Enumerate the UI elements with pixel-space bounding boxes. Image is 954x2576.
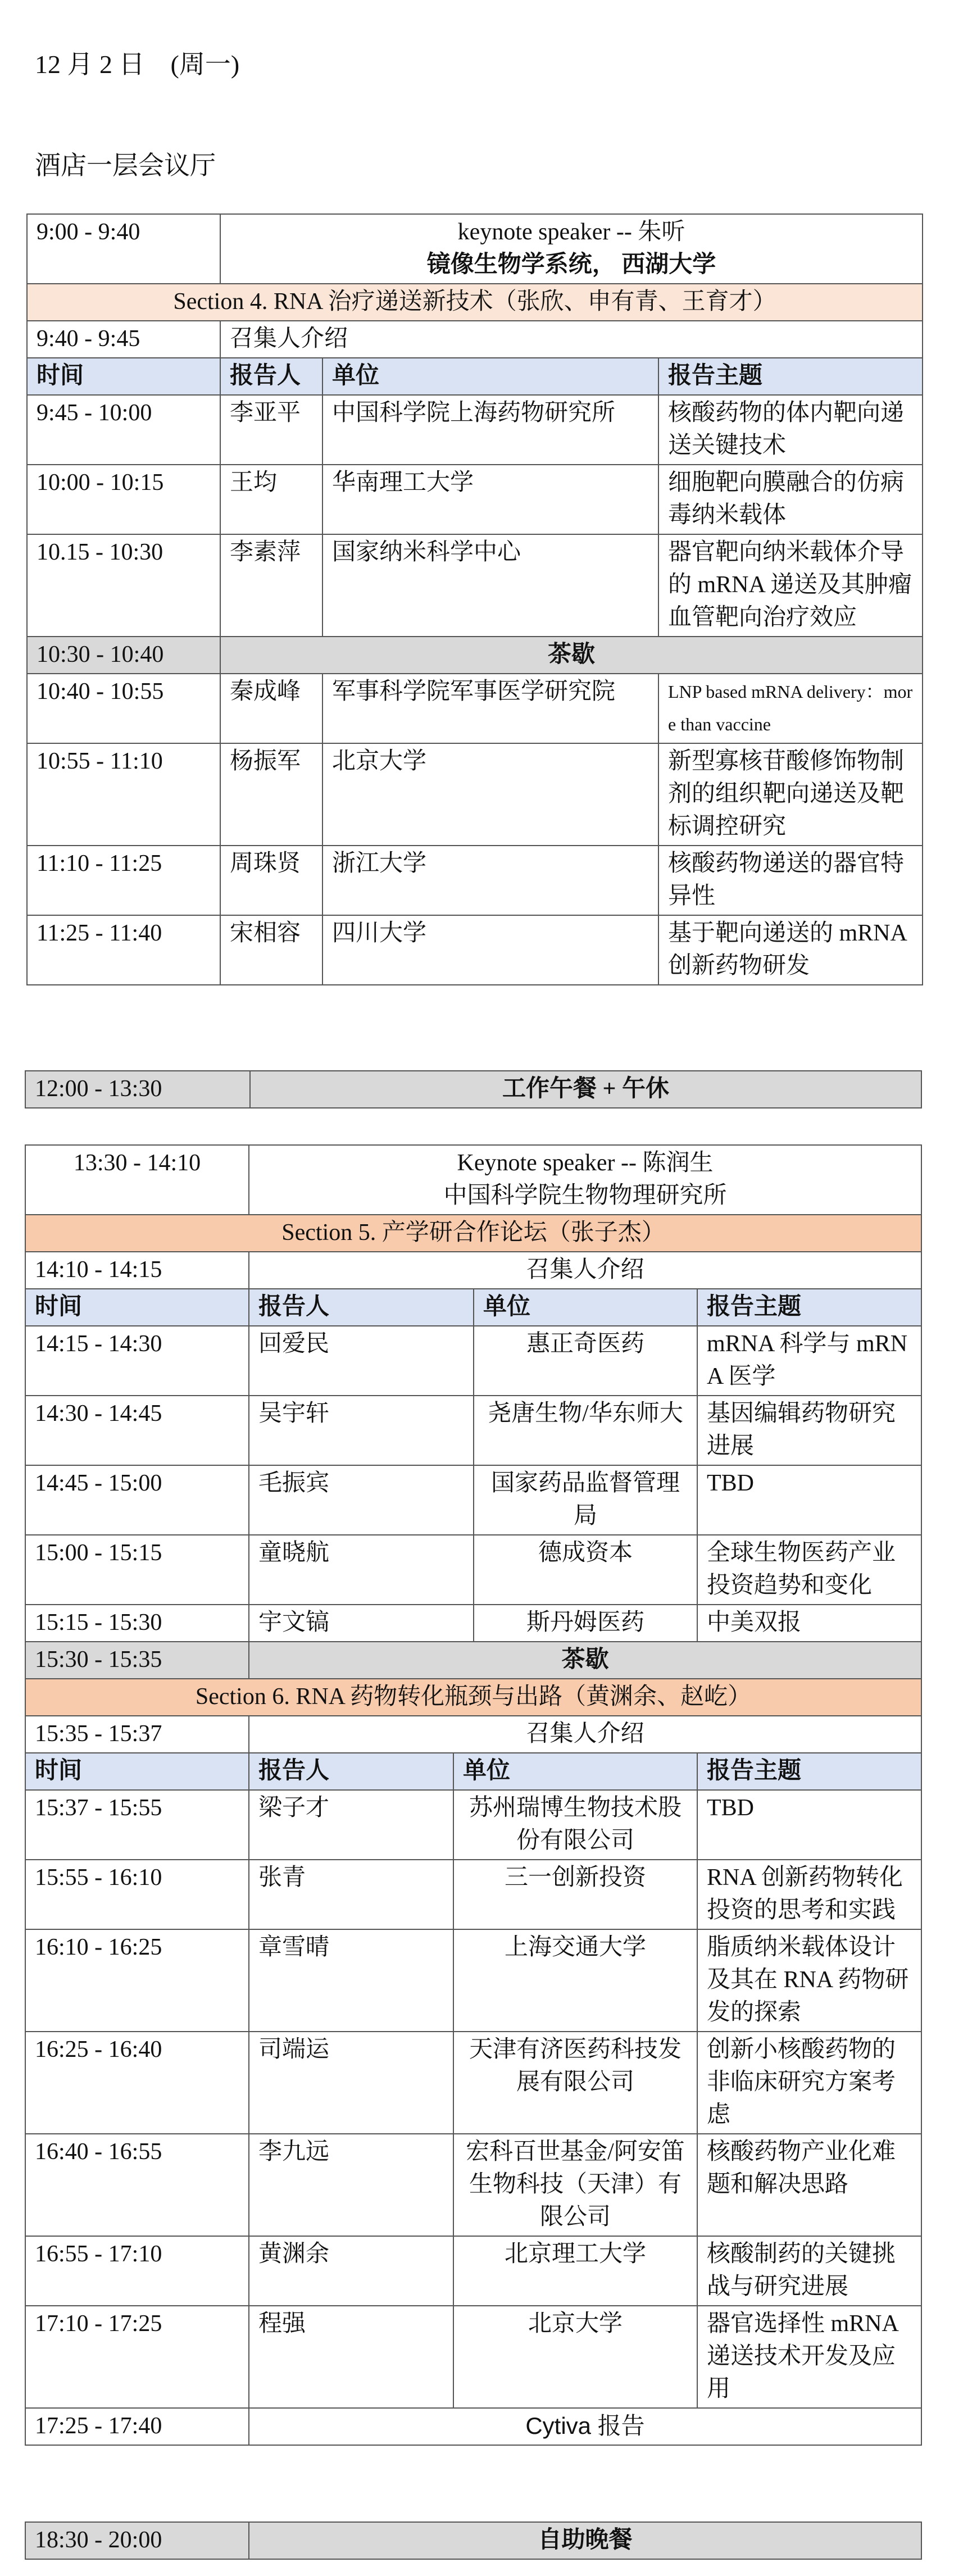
topic-cell: 基因编辑药物研究进展 [697, 1396, 921, 1465]
header-unit: 单位 [453, 1753, 697, 1790]
time-cell: 15:30 - 15:35 [25, 1642, 249, 1679]
convener-intro-row [27, 321, 923, 358]
time-cell: 16:40 - 16:55 [25, 2134, 249, 2236]
unit-cell: 浙江大学 [322, 846, 658, 915]
speaker-cell: 宇文镐 [249, 1605, 474, 1642]
cytiva-report-row [25, 2408, 921, 2445]
topic-cell: 核酸药物的体内靶向递送关键技术 [658, 395, 923, 465]
section-title-row [25, 1679, 921, 1716]
talk-row [27, 534, 923, 637]
speaker-cell: 李亚平 [220, 395, 322, 465]
unit-cell: 上海交通大学 [453, 1929, 697, 2032]
talk-row [25, 1535, 921, 1605]
speaker-cell: 宋相容 [220, 915, 322, 985]
time-cell: 9:40 - 9:45 [27, 321, 220, 358]
header-topic: 报告主题 [658, 358, 923, 395]
talk-row [25, 1326, 921, 1396]
speaker-cell: 梁子才 [249, 1790, 453, 1860]
unit-cell: 苏州瑞博生物技术股份有限公司 [453, 1790, 697, 1860]
time-cell: 15:00 - 15:15 [25, 1535, 249, 1605]
time-cell: 15:37 - 15:55 [25, 1790, 249, 1860]
column-header-row [25, 1289, 921, 1326]
topic-cell: 器官选择性 mRNA 递送技术开发及应用 [697, 2306, 921, 2408]
keynote-speaker: Keynote speaker -- 陈润生 [457, 1150, 714, 1176]
section-title-row [27, 284, 923, 321]
topic-cell: 全球生物医药产业投资趋势和变化 [697, 1535, 921, 1605]
dinner-label: 自助晚餐 [249, 2522, 921, 2559]
topic-cell: 新型寡核苷酸修饰物制剂的组织靶向递送及靶标调控研究 [658, 743, 923, 846]
time-cell: 14:30 - 14:45 [25, 1396, 249, 1465]
unit-cell: 华南理工大学 [322, 465, 658, 534]
section-title: Section 6. RNA 药物转化瓶颈与出路（黄渊余、赵屹） [25, 1679, 921, 1716]
speaker-cell: 张青 [249, 1860, 453, 1929]
talk-row [25, 1465, 921, 1535]
convener-intro-row [25, 1252, 921, 1289]
time-cell: 11:10 - 11:25 [27, 846, 220, 915]
unit-cell: 中国科学院上海药物研究所 [322, 395, 658, 465]
talk-row [27, 674, 923, 743]
topic-cell: TBD [697, 1465, 921, 1535]
time-cell: 15:55 - 16:10 [25, 1860, 249, 1929]
talk-row [25, 2236, 921, 2306]
unit-cell: 北京大学 [453, 2306, 697, 2408]
keynote-cell [220, 214, 923, 284]
lunch-table [25, 1070, 922, 1108]
column-header-row [27, 358, 923, 395]
convener-intro-label: 召集人介绍 [249, 1716, 921, 1753]
time-cell: 16:55 - 17:10 [25, 2236, 249, 2306]
unit-cell: 三一创新投资 [453, 1860, 697, 1929]
afternoon-section6-table [25, 1678, 922, 2446]
topic-cell: 核酸药物递送的器官特异性 [658, 846, 923, 915]
topic-cell: mRNA 科学与 mRNA 医学 [697, 1326, 921, 1396]
unit-cell: 军事科学院军事医学研究院 [322, 674, 658, 743]
time-cell: 14:15 - 14:30 [25, 1326, 249, 1396]
unit-cell: 北京大学 [322, 743, 658, 846]
talk-row [25, 1605, 921, 1642]
time-cell: 14:45 - 15:00 [25, 1465, 249, 1535]
header-topic: 报告主题 [697, 1753, 921, 1790]
keynote-row [27, 214, 923, 284]
dinner-row [25, 2522, 921, 2559]
unit-cell: 天津有济医药科技发展有限公司 [453, 2032, 697, 2134]
time-cell: 10:00 - 10:15 [27, 465, 220, 534]
time-cell: 10:40 - 10:55 [27, 674, 220, 743]
talk-row [27, 846, 923, 915]
tea-break-row [25, 1642, 921, 1679]
date-heading: 12 月 2 日 (周一) [35, 50, 240, 79]
keynote-affiliation: 中国科学院生物物理研究所 [443, 1183, 727, 1209]
speaker-cell: 章雪晴 [249, 1929, 453, 2032]
convener-intro-row [25, 1716, 921, 1753]
keynote-cell [249, 1145, 921, 1215]
header-speaker: 报告人 [249, 1753, 453, 1790]
time-cell: 11:25 - 11:40 [27, 915, 220, 985]
speaker-cell: 王均 [220, 465, 322, 534]
talk-row [27, 915, 923, 985]
column-header-row [25, 1753, 921, 1790]
tea-break-label: 茶歇 [249, 1642, 921, 1679]
time-cell: 10:30 - 10:40 [27, 637, 220, 674]
time-cell: 9:00 - 9:40 [27, 214, 220, 284]
unit-cell: 北京理工大学 [453, 2236, 697, 2306]
unit-cell: 宏科百世基金/阿安笛生物科技（天津）有限公司 [453, 2134, 697, 2236]
unit-cell: 尧唐生物/华东师大 [474, 1396, 697, 1465]
topic-cell: TBD [697, 1790, 921, 1860]
convener-intro-label: 召集人介绍 [220, 321, 923, 358]
venue-heading: 酒店一层会议厅 [35, 151, 216, 180]
time-cell: 17:25 - 17:40 [25, 2408, 249, 2445]
topic-cell: 基于靶向递送的 mRNA 创新药物研发 [658, 915, 923, 985]
speaker-cell: 童晓航 [249, 1535, 474, 1605]
topic-cell: 细胞靶向膜融合的仿病毒纳米载体 [658, 465, 923, 534]
talk-row [25, 1790, 921, 1860]
time-cell: 15:15 - 15:30 [25, 1605, 249, 1642]
talk-row [25, 1929, 921, 2032]
unit-cell: 国家纳米科学中心 [322, 534, 658, 637]
unit-cell: 斯丹姆医药 [474, 1605, 697, 1642]
talk-row [25, 2306, 921, 2408]
speaker-cell: 杨振军 [220, 743, 322, 846]
time-cell: 16:25 - 16:40 [25, 2032, 249, 2134]
talk-row [27, 743, 923, 846]
speaker-cell: 李九远 [249, 2134, 453, 2236]
time-cell: 9:45 - 10:00 [27, 395, 220, 465]
talk-row [27, 395, 923, 465]
speaker-cell: 程强 [249, 2306, 453, 2408]
header-speaker: 报告人 [249, 1289, 474, 1326]
time-cell: 10:55 - 11:10 [27, 743, 220, 846]
time-cell: 15:35 - 15:37 [25, 1716, 249, 1753]
talk-row [25, 1860, 921, 1929]
header-time: 时间 [25, 1289, 249, 1326]
header-unit: 单位 [322, 358, 658, 395]
time-cell: 13:30 - 14:10 [25, 1145, 249, 1215]
header-time: 时间 [25, 1753, 249, 1790]
unit-cell: 惠正奇医药 [474, 1326, 697, 1396]
topic-cell: RNA 创新药物转化投资的思考和实践 [697, 1860, 921, 1929]
speaker-cell: 回爱民 [249, 1326, 474, 1396]
section-title: Section 4. RNA 治疗递送新技术（张欣、申有青、王育才） [27, 284, 923, 321]
afternoon-section5-table [25, 1144, 922, 1679]
time-cell: 14:10 - 14:15 [25, 1252, 249, 1289]
time-cell: 10.15 - 10:30 [27, 534, 220, 637]
convener-intro-label: 召集人介绍 [249, 1252, 921, 1289]
topic-cell: LNP based mRNA delivery：more than vaccine [658, 674, 923, 743]
speaker-cell: 李素萍 [220, 534, 322, 637]
time-cell: 17:10 - 17:25 [25, 2306, 249, 2408]
talk-row [27, 465, 923, 534]
topic-cell: 中美双报 [697, 1605, 921, 1642]
lunch-label: 工作午餐 + 午休 [250, 1071, 921, 1108]
speaker-cell: 毛振宾 [249, 1465, 474, 1535]
unit-cell: 国家药品监督管理局 [474, 1465, 697, 1535]
header-unit: 单位 [474, 1289, 697, 1326]
topic-cell: 创新小核酸药物的非临床研究方案考虑 [697, 2032, 921, 2134]
keynote-affiliation: 镜像生物学系统， 西湖大学 [426, 252, 716, 278]
speaker-cell: 黄渊余 [249, 2236, 453, 2306]
speaker-cell: 秦成峰 [220, 674, 322, 743]
keynote-speaker: keynote speaker -- 朱听 [457, 219, 685, 245]
topic-cell: 脂质纳米载体设计及其在 RNA 药物研发的探索 [697, 1929, 921, 2032]
dinner-table [25, 2522, 922, 2560]
time-cell: 18:30 - 20:00 [25, 2522, 249, 2559]
header-topic: 报告主题 [697, 1289, 921, 1326]
lunch-row [25, 1071, 921, 1108]
tea-break-label: 茶歇 [220, 637, 923, 674]
header-speaker: 报告人 [220, 358, 322, 395]
unit-cell: 德成资本 [474, 1535, 697, 1605]
time-cell: 16:10 - 16:25 [25, 1929, 249, 2032]
speaker-cell: 周珠贤 [220, 846, 322, 915]
time-cell: 12:00 - 13:30 [25, 1071, 250, 1108]
speaker-cell: 吴宇轩 [249, 1396, 474, 1465]
section-title: Section 5. 产学研合作论坛（张子杰） [25, 1215, 921, 1252]
topic-cell: 器官靶向纳米载体介导的 mRNA 递送及其肿瘤血管靶向治疗效应 [658, 534, 923, 637]
unit-cell: 四川大学 [322, 915, 658, 985]
topic-cell: 核酸制药的关键挑战与研究进展 [697, 2236, 921, 2306]
talk-row [25, 2134, 921, 2236]
header-time: 时间 [27, 358, 220, 395]
talk-row [25, 2032, 921, 2134]
section-title-row [25, 1215, 921, 1252]
morning-schedule-table [26, 213, 923, 985]
topic-cell: 核酸药物产业化难题和解决思路 [697, 2134, 921, 2236]
talk-row [25, 1396, 921, 1465]
keynote-row [25, 1145, 921, 1215]
speaker-cell: 司端运 [249, 2032, 453, 2134]
cytiva-report-label: Cytiva 报告 [249, 2408, 921, 2445]
tea-break-row [27, 637, 923, 674]
